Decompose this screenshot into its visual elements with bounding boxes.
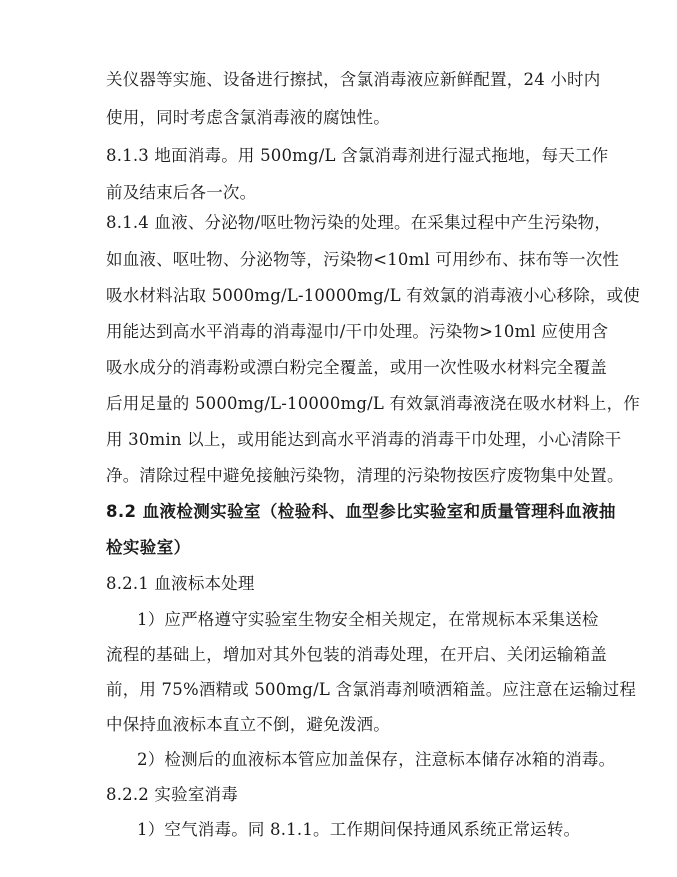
paragraph-line: 用 30min 以上，或用能达到高水平消毒的消毒干巾处理，小心清除干 [106, 430, 622, 449]
paragraph-line: 净。清除过程中避免接触污染物，清理的污染物按医疗废物集中处置。 [106, 466, 624, 485]
paragraph-line: 吸水成分的消毒粉或漂白粉完全覆盖，或用一次性吸水材料完全覆盖 [106, 358, 607, 377]
paragraph-line: 使用，同时考虑含氯消毒液的腐蚀性。 [106, 108, 390, 127]
section-8-2-2-title: 8.2.2 实验室消毒 [106, 785, 238, 804]
paragraph-line: 中保持血液标本直立不倒，避免泼洒。 [106, 715, 390, 734]
section-8-2-1-title: 8.2.1 血液标本处理 [106, 574, 255, 593]
paragraph-line: 如血液、呕吐物、分泌物等，污染物<10ml 可用纱布、抹布等一次性 [106, 250, 620, 269]
section-8-2-heading: 8.2 血液检测实验室（检验科、血型参比实验室和质量管理科血液抽 [106, 502, 616, 521]
paragraph-line: 后用足量的 5000mg/L-10000mg/L 有效氯消毒液浇在吸水材料上，作 [106, 394, 640, 413]
paragraph-line: 前，用 75%酒精或 500mg/L 含氯消毒剂喷洒箱盖。应注意在运输过程 [106, 680, 637, 699]
section-8-1-4-line: 8.1.4 血液、分泌物/呕吐物污染的处理。在采集过程中产生污染物， [106, 213, 612, 232]
section-8-2-heading-cont: 检实验室） [106, 538, 191, 557]
paragraph-line: 前及结束后各一次。 [106, 183, 257, 202]
paragraph-line: 吸水材料沾取 5000mg/L-10000mg/L 有效氯的消毒液小心移除，或使 [106, 286, 640, 305]
list-item-2-line: 2）检测后的血液标本管应加盖保存，注意标本储存冰箱的消毒。 [137, 750, 616, 769]
paragraph-line: 关仪器等实施、设备进行擦拭，含氯消毒液应新鲜配置，24 小时内 [106, 70, 601, 89]
list-item-air-disinfection: 1）空气消毒。同 8.1.1。工作期间保持通风系统正常运转。 [137, 820, 581, 839]
paragraph-line: 流程的基础上，增加对其外包装的消毒处理，在开启、关闭运输箱盖 [106, 645, 607, 664]
list-item-1-line: 1）应严格遵守实验室生物安全相关规定，在常规标本采集送检 [137, 610, 599, 629]
section-8-1-3-line: 8.1.3 地面消毒。用 500mg/L 含氯消毒剂进行湿式拖地，每天工作 [106, 146, 609, 165]
paragraph-line: 用能达到高水平消毒的消毒湿巾/干巾处理。污染物>10ml 应使用含 [106, 322, 609, 341]
